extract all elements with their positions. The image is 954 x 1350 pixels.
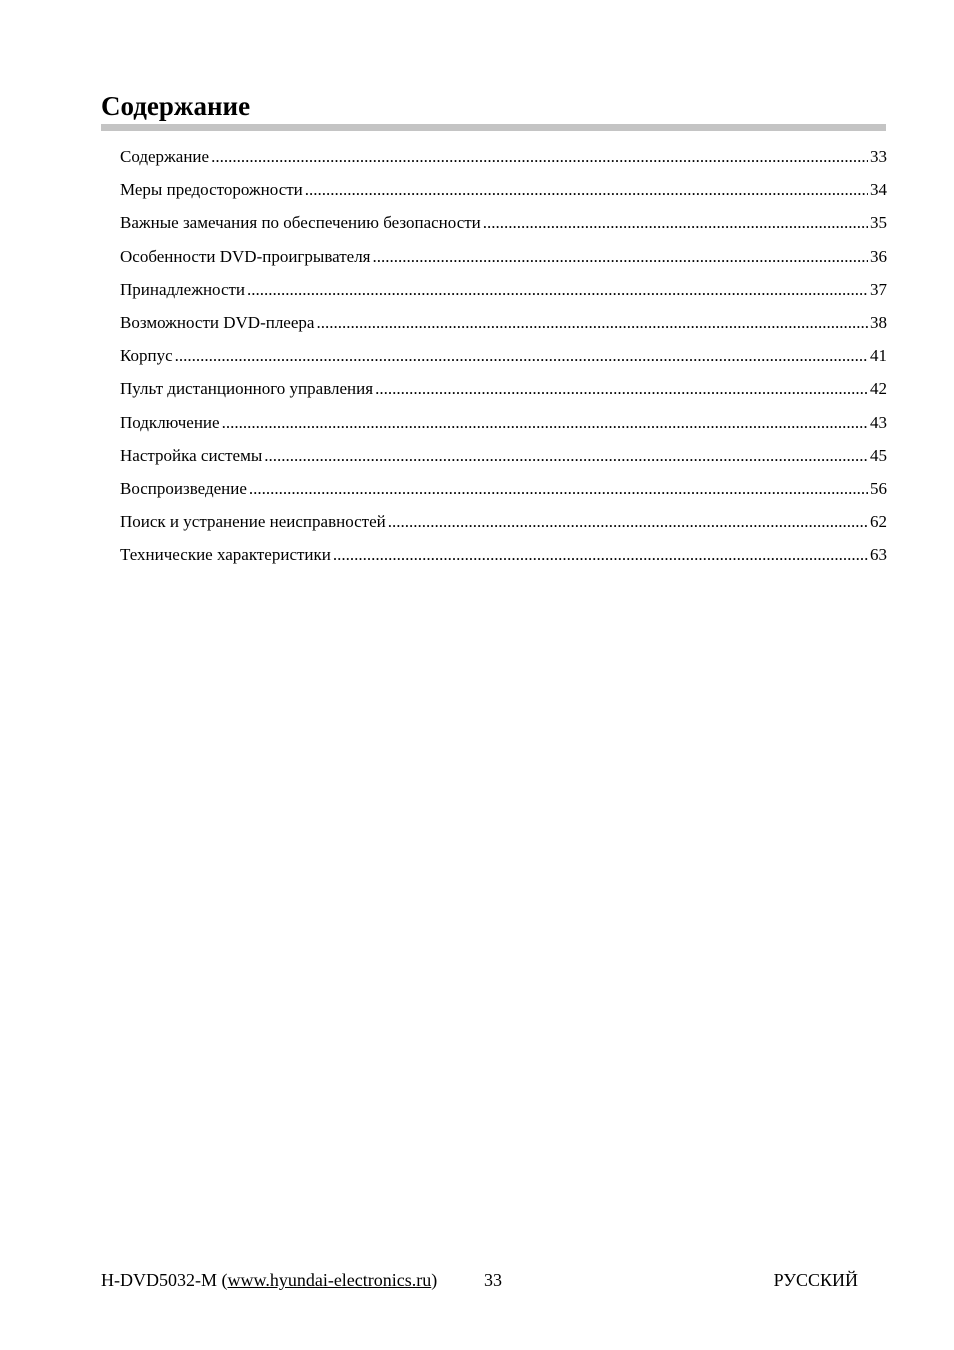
toc-entry-page: 42 — [870, 379, 887, 399]
toc-entry-page: 38 — [870, 312, 887, 332]
toc-leader-dots — [249, 474, 868, 504]
toc-entry-title: Технические характеристики — [120, 545, 331, 565]
toc-entry-page: 43 — [870, 412, 887, 432]
toc-leader-dots — [247, 275, 868, 305]
toc-leader-dots — [222, 408, 868, 438]
toc-entry-title: Пульт дистанционного управления — [120, 379, 374, 399]
table-of-contents — [120, 142, 887, 573]
toc-entry-title: Подключение — [120, 412, 220, 432]
toc-leader-dots — [305, 175, 868, 205]
toc-entry-page: 34 — [870, 180, 887, 200]
toc-entry[interactable] — [120, 275, 887, 308]
toc-entry-title: Настройка системы — [120, 445, 263, 465]
toc-leader-dots — [388, 507, 868, 537]
toc-entry-title: Воспроизведение — [120, 478, 247, 498]
toc-leader-dots — [375, 374, 868, 404]
toc-entry[interactable] — [120, 374, 887, 407]
footer-website-link[interactable]: www.hyundai-electronics.ru — [227, 1270, 432, 1290]
toc-leader-dots — [264, 441, 868, 471]
toc-entry-page: 33 — [870, 147, 887, 166]
footer-language: РУССКИЙ — [773, 1270, 858, 1290]
toc-entry-page: 45 — [870, 445, 887, 465]
toc-leader-dots — [483, 208, 868, 238]
toc-entry-page: 36 — [870, 246, 887, 266]
toc-entry-title: Меры предосторожности — [120, 180, 303, 200]
toc-entry-title: Содержание — [120, 147, 210, 166]
toc-entry-page: 37 — [870, 279, 887, 299]
toc-entry[interactable] — [120, 308, 887, 341]
toc-entry-page: 41 — [870, 346, 887, 366]
toc-entry[interactable] — [120, 540, 887, 573]
footer-model: H-DVD5032-M — [101, 1270, 217, 1290]
toc-leader-dots — [373, 242, 868, 272]
footer-page-number: 33 — [484, 1270, 502, 1290]
toc-entry[interactable] — [120, 208, 887, 241]
toc-leader-dots — [175, 341, 868, 371]
toc-entry[interactable] — [120, 341, 887, 374]
toc-entry-title: Особенности DVD-проигрывателя — [120, 246, 371, 266]
toc-leader-dots — [333, 540, 868, 570]
toc-entry-page: 56 — [870, 478, 887, 498]
toc-entry[interactable] — [120, 175, 887, 208]
toc-entry-title: Корпус — [120, 346, 173, 366]
toc-entry-title: Принадлежности — [120, 279, 246, 299]
page-footer — [101, 1268, 858, 1292]
title-rule — [101, 124, 886, 131]
page-title: Содержание — [101, 91, 251, 121]
toc-entry-page: 62 — [870, 512, 887, 532]
toc-entry[interactable] — [120, 507, 887, 540]
toc-entry[interactable] — [120, 142, 887, 175]
toc-leader-dots — [316, 308, 868, 338]
toc-entry-title: Поиск и устранение неисправностей — [120, 512, 386, 532]
footer-model-line: H-DVD5032-M (www.hyundai-electronics.ru) — [101, 1270, 438, 1290]
toc-entry[interactable] — [120, 441, 887, 474]
toc-entry-title: Возможности DVD-плеера — [120, 312, 315, 332]
toc-leader-dots — [211, 142, 868, 172]
toc-entry-title: Важные замечания по обеспечению безопасности — [120, 213, 481, 233]
toc-entry[interactable] — [120, 408, 887, 441]
toc-entry[interactable] — [120, 474, 887, 507]
toc-entry-page: 35 — [870, 213, 887, 233]
toc-entry-page: 63 — [870, 545, 887, 565]
toc-entry[interactable] — [120, 242, 887, 275]
